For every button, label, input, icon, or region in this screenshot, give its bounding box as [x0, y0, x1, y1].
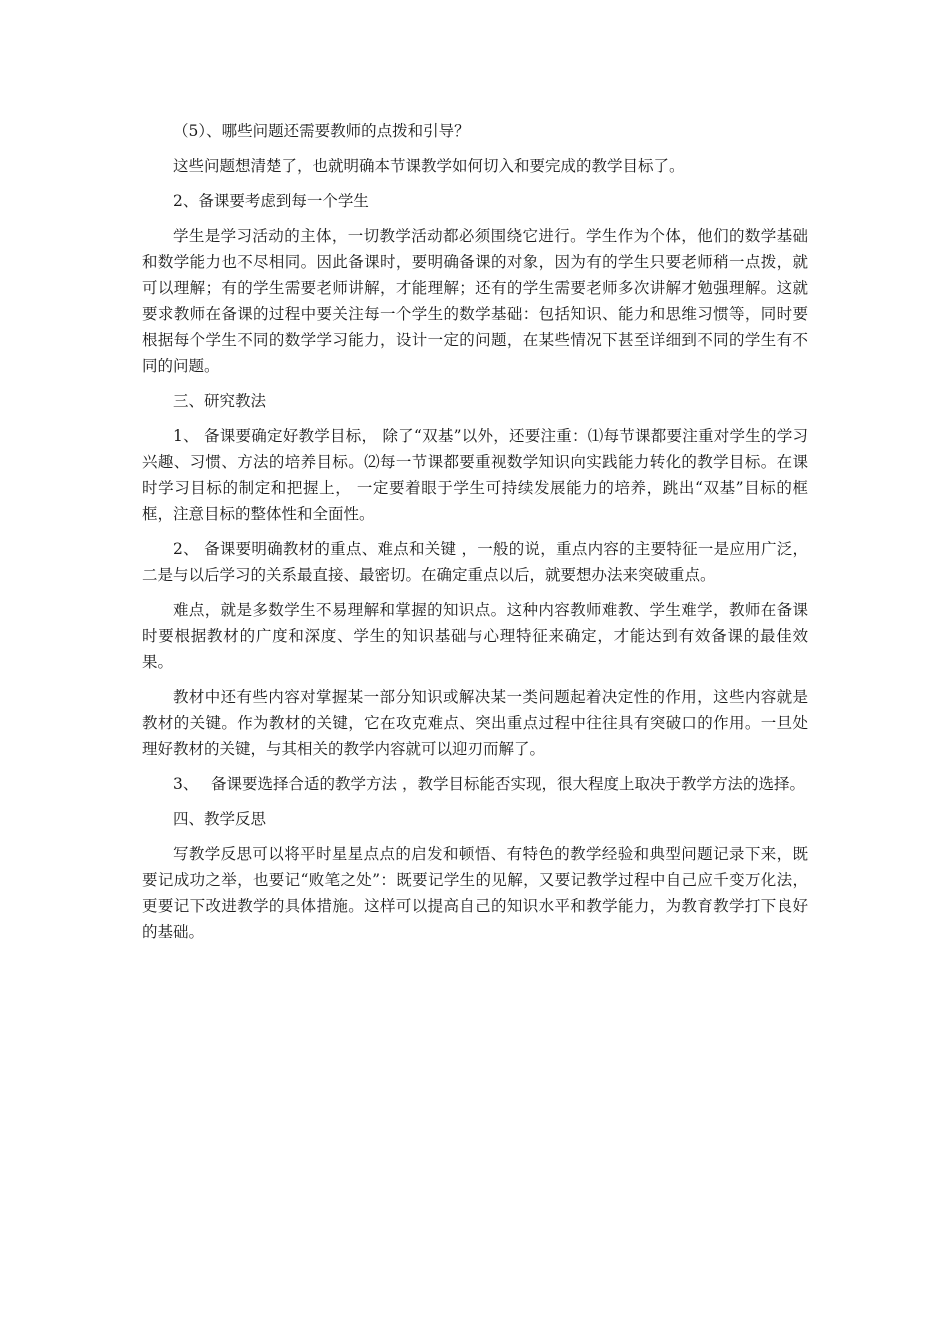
body-paragraph: 这些问题想清楚了，也就明确本节课教学如何切入和要完成的教学目标了。: [173, 157, 685, 175]
body-paragraph: 教材中还有些内容对掌握某一部分知识或解决某一类问题起着决定性的作用，这些内容就是教材的关键。作为教材的关键，它在攻克难点、突出重点过程中往往具有突破口的作用。一旦处理好教材的关键，与其相关的教学内容就可以迎刃而解了。: [142, 688, 808, 758]
body-paragraph: 难点，就是多数学生不易理解和掌握的知识点。这种内容教师难教、学生难学，教师在备课时要根据教材的广度和深度、学生的知识基础与心理特征来确定，才能达到有效备课的最佳效果。: [142, 601, 808, 671]
body-paragraph: 写教学反思可以将平时星星点点的启发和顿悟、有特色的教学经验和典型问题记录下来，既要记成功之举，也要记“败笔之处”：既要记学生的见解，又要记教学过程中自己应千变万化法，更要记下改进教学的具体措施。这样可以提高自己的知识水平和教学能力，为教育教学打下良好的基础。: [142, 845, 808, 941]
section-heading-consider-each-student: 2、备课要考虑到每一个学生: [173, 192, 369, 210]
section-heading-study-teaching-methods: 三、研究教法: [173, 392, 267, 410]
body-paragraph: 2、 备课要明确教材的重点、难点和关键 ，一般的说，重点内容的主要特征一是应用广泛，二是与以后学习的关系最直接、最密切。在确定重点以后，就要想办法来突破重点。: [142, 540, 808, 584]
body-paragraph: 3、 备课要选择合适的教学方法 ，教学目标能否实现，很大程度上取决于教学方法的选择。: [173, 775, 805, 793]
question-item-5: （5）、哪些问题还需要教师的点拨和引导？: [173, 122, 470, 140]
body-paragraph: 1、 备课要确定好教学目标， 除了“双基”以外，还要注重：⑴每节课都要注重对学生的学习兴趣、习惯、方法的培养目标。⑵每一节课都要重视数学知识向实践能力转化的教学目标。在课时学习目标的制定和把握上， 一定要着眼于学生可持续发展能力的培养，跳出“双基”目标的框框，注意目标的整体性和全面性。: [142, 427, 808, 523]
section-heading-teaching-reflection: 四、教学反思: [173, 810, 267, 828]
document-body: [142, 118, 808, 954]
body-paragraph: 学生是学习活动的主体，一切教学活动都必须围绕它进行。学生作为个体，他们的数学基础和数学能力也不尽相同。因此备课时，要明确备课的对象，因为有的学生只要老师稍一点拨，就可以理解；有的学生需要老师讲解，才能理解；还有的学生需要老师多次讲解才勉强理解。这就要求教师在备课的过程中要关注每一个学生的数学基础：包括知识、能力和思维习惯等，同时要根据每个学生不同的数学学习能力，设计一定的问题，在某些情况下甚至详细到不同的学生有不同的问题。: [142, 227, 808, 375]
